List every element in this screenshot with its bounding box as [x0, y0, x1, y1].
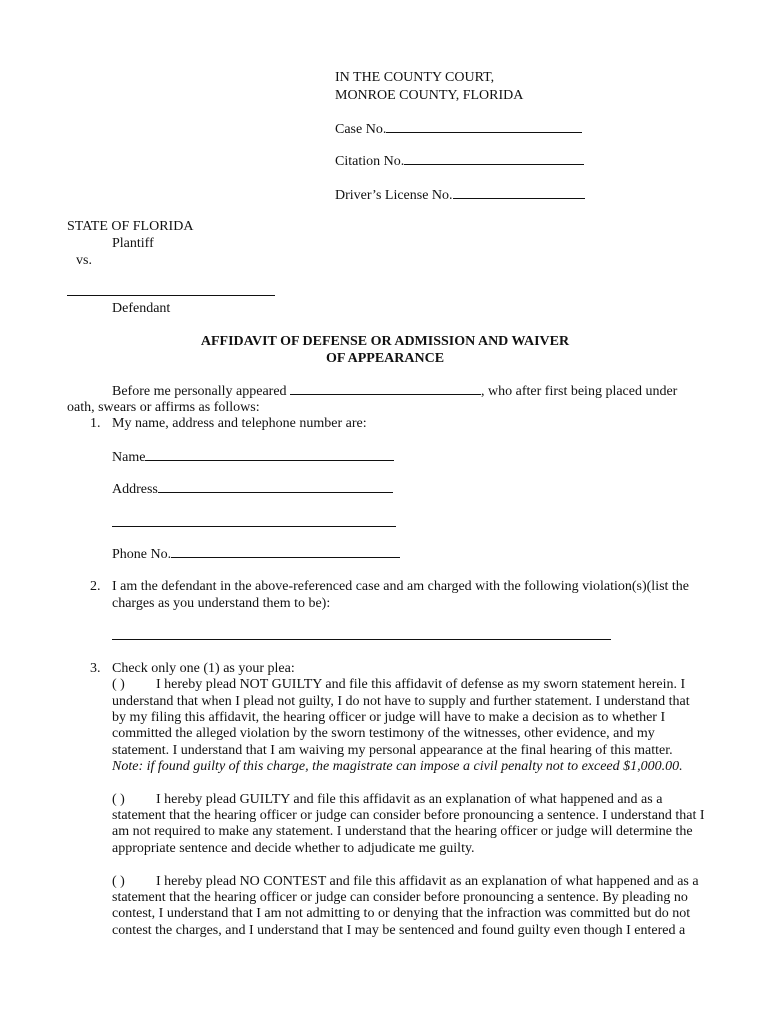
- guilty-checkbox[interactable]: ( ): [112, 792, 125, 807]
- not-guilty-text-line3: by my filing this affidavit, the hearing officer or judge will have to make a decision as to whether I: [112, 710, 666, 725]
- defendant-name-blank[interactable]: [67, 295, 275, 296]
- item1-text: My name, address and telephone number are:: [112, 416, 367, 431]
- penalty-note: Note: if found guilty of this charge, the magistrate can impose a civil penalty not to exceed $1,000.00.: [112, 759, 683, 774]
- case-number-label: Case No.: [335, 122, 387, 137]
- no-contest-text: I hereby plead NO CONTEST and file this affidavit as an explanation of what happened and as a: [156, 874, 699, 889]
- drivers-license-blank[interactable]: [453, 186, 585, 199]
- not-guilty-checkbox[interactable]: ( ): [112, 677, 125, 692]
- versus-label: vs.: [76, 253, 92, 268]
- defendant-label: Defendant: [112, 301, 171, 316]
- phone-field[interactable]: [112, 545, 400, 563]
- item3-number: 3.: [90, 661, 101, 676]
- guilty-text-line4: appropriate sentence and decide whether to adjudicate me guilty.: [112, 841, 475, 856]
- guilty-text: I hereby plead GUILTY and file this affidavit as an explanation of what happened and as a: [156, 792, 663, 807]
- document-title-line2: OF APPEARANCE: [325, 351, 445, 366]
- name-blank[interactable]: [145, 448, 394, 461]
- no-contest-checkbox[interactable]: ( ): [112, 874, 125, 889]
- address-field[interactable]: [112, 480, 393, 498]
- court-name: IN THE COUNTY COURT,: [335, 70, 495, 85]
- document-title: AFFIDAVIT OF DEFENSE OR ADMISSION AND WAIVER: [200, 334, 570, 349]
- case-number-blank[interactable]: [386, 120, 582, 133]
- no-contest-text-line4: contest the charges, and I understand that I may be sentenced and found guilty even though I entered a: [112, 923, 686, 938]
- item2-text: I am the defendant in the above-referenced case and am charged with the following violation(s)(list the: [112, 579, 690, 594]
- not-guilty-text-line4: committed the alleged violation by the sworn testimony of the witnesses, other evidence, and my: [112, 726, 655, 741]
- address-label: Address: [112, 482, 158, 497]
- citation-number-field[interactable]: [335, 152, 584, 170]
- item2-number: 2.: [90, 579, 101, 594]
- no-contest-text-line2: statement that the hearing officer or judge can consider before pronouncing a sentence. By pleading no: [112, 890, 688, 905]
- affiant-name-blank[interactable]: [290, 382, 481, 395]
- drivers-license-field[interactable]: [335, 186, 585, 204]
- intro-paragraph-line2: oath, swears or affirms as follows:: [67, 400, 260, 415]
- not-guilty-text-line5: statement. I understand that I am waiving my personal appearance at the final hearing of this matter.: [112, 743, 673, 758]
- case-number-field[interactable]: [335, 120, 582, 138]
- state-party: STATE OF FLORIDA: [67, 219, 194, 234]
- name-field[interactable]: [112, 448, 394, 466]
- citation-number-label: Citation No.: [335, 154, 405, 169]
- name-label: Name: [112, 450, 146, 465]
- item1-number: 1.: [90, 416, 101, 431]
- phone-label: Phone No.: [112, 547, 172, 562]
- guilty-text-line3: am not required to make any statement. I understand that the hearing officer or judge will determine the: [112, 824, 693, 839]
- intro-paragraph: Before me personally appeared , who after first being placed under: [112, 384, 678, 399]
- phone-blank[interactable]: [171, 545, 400, 558]
- court-county: MONROE COUNTY, FLORIDA: [335, 88, 524, 103]
- not-guilty-text: I hereby plead NOT GUILTY and file this affidavit of defense as my sworn statement herein. I: [156, 677, 686, 692]
- citation-number-blank[interactable]: [404, 152, 584, 165]
- address-line2-blank[interactable]: [112, 526, 396, 527]
- guilty-text-line2: statement that the hearing officer or judge can consider before pronouncing a sentence. I understand that I: [112, 808, 705, 823]
- plaintiff-label: Plantiff: [112, 236, 154, 251]
- address-blank[interactable]: [158, 480, 393, 493]
- drivers-license-label: Driver’s License No.: [335, 188, 453, 203]
- not-guilty-text-line2: understand that when I plead not guilty, I do not have to supply and further statement. I understand that: [112, 694, 690, 709]
- item2-text-line2: charges as you understand them to be):: [112, 596, 331, 611]
- item3-heading: Check only one (1) as your plea:: [112, 661, 295, 676]
- charges-blank[interactable]: [112, 639, 611, 640]
- no-contest-text-line3: contest, I understand that I am not admitting to or denying that the infraction was committed but do not: [112, 906, 691, 921]
